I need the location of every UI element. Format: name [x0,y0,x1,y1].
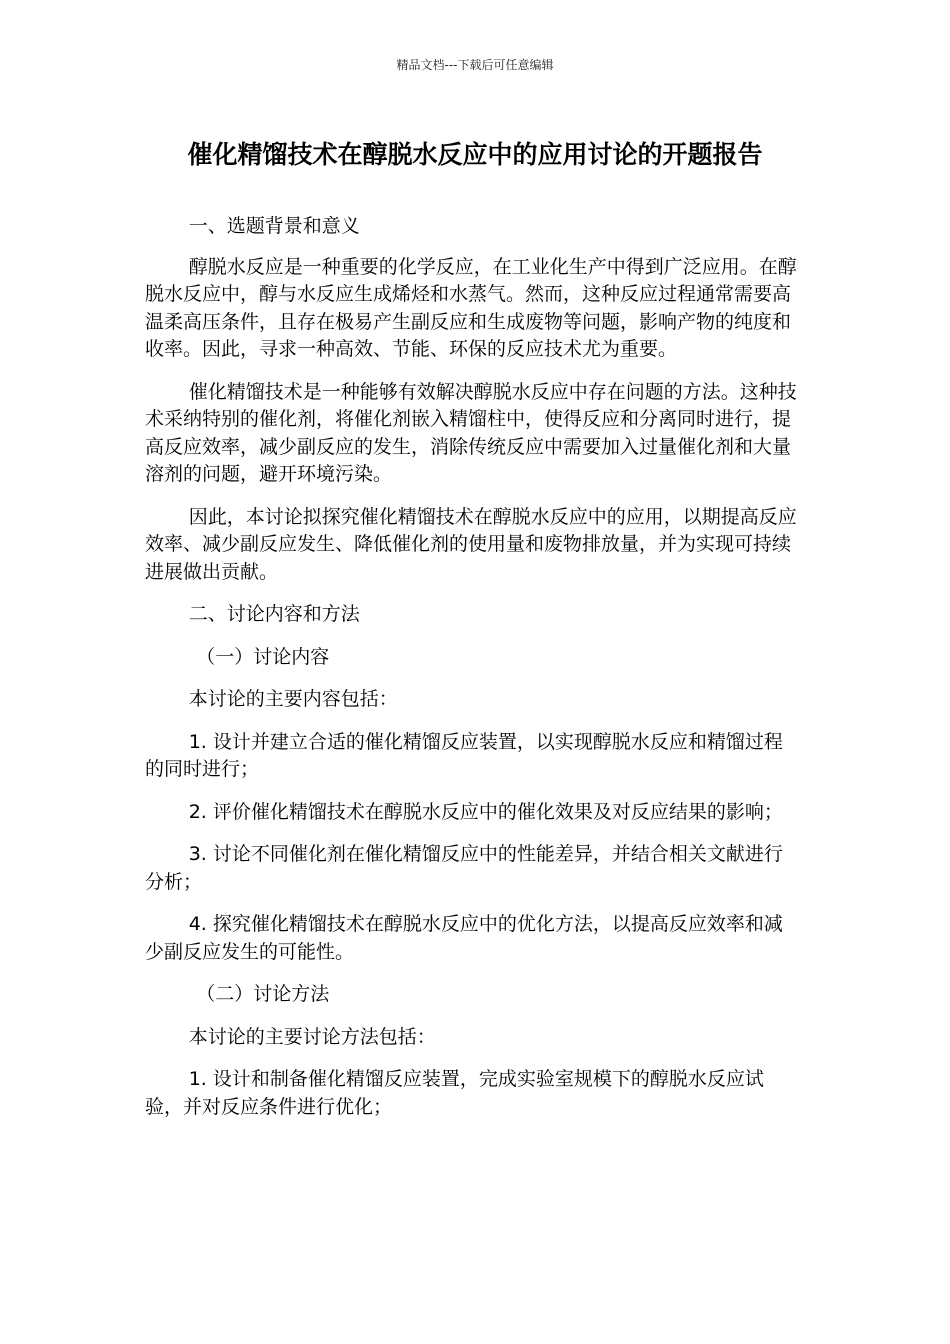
content-intro: 本讨论的主要内容包括： [188,688,398,710]
content-item-2: 2. 评价催化精馏技术在醇脱水反应中的催化效果及对反应结果的影响； [188,800,783,823]
document-body [145,213,801,1121]
subsection-heading-method: （二）讨论方法 [196,983,330,1005]
paragraph-background-2: 催化精馏技术是一种能够有效解决醇脱水反应中存在问题的方法。这种技术采纳特别的催化剂，将催化剂嵌入精馏柱中，使得反应和分离同时进行，提高反应效率，减少副反应的发生，消除传统反应中需要加入过量催化剂和大量溶剂的问题，避开环境污染。 [145,380,797,485]
section-heading-background: 一、选题背景和意义 [188,215,360,237]
subsection-heading-content: （一）讨论内容 [196,645,330,668]
method-intro: 本讨论的主要讨论方法包括： [188,1025,436,1048]
section-heading-content-method: 二、讨论内容和方法 [188,603,360,625]
document-title: 催化精馏技术在醇脱水反应中的应用讨论的开题报告 [187,140,763,169]
paragraph-background-3: 因此，本讨论拟探究催化精馏技术在醇脱水反应中的应用，以期提高反应效率、减少副反应发生、降低催化剂的使用量和废物排放量，并为实现可持续进展做出贡献。 [145,505,797,583]
content-item-1: 1. 设计并建立合适的催化精馏反应装置，以实现醇脱水反应和精馏过程的同时进行； [145,730,783,780]
method-item-1: 1. 设计和制备催化精馏反应装置，完成实验室规模下的醇脱水反应试验，并对反应条件进行优化； [145,1068,764,1118]
content-item-4: 4. 探究催化精馏技术在醇脱水反应中的优化方法，以提高反应效率和减少副反应发生的可能性。 [145,913,783,963]
header-note: 精品文档---下载后可任意编辑 [396,58,554,72]
content-item-3: 3. 讨论不同催化剂在催化精馏反应中的性能差异，并结合相关文献进行分析； [145,843,783,893]
paragraph-background-1: 醇脱水反应是一种重要的化学反应，在工业化生产中得到广泛应用。在醇脱水反应中，醇与水反应生成烯烃和水蒸气。然而，这种反应过程通常需要高温柔高压条件，且存在极易产生副反应和生成废物等问题，影响产物的纯度和收率。因此，寻求一种高效、节能、环保的反应技术尤为重要。 [145,255,797,360]
